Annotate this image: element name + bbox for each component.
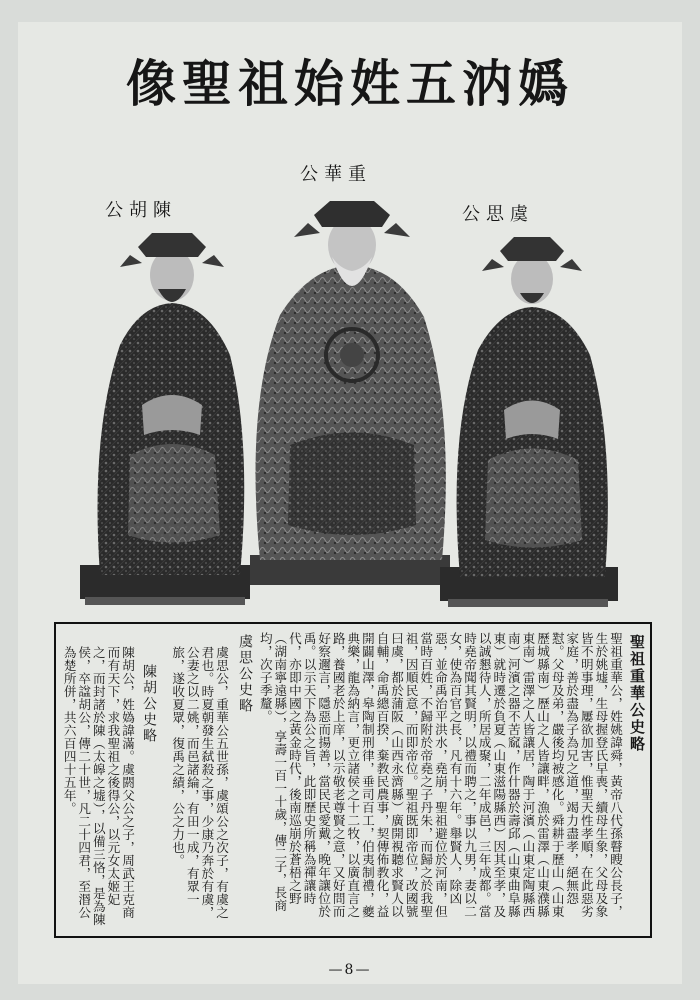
biography-text-box: [54, 622, 652, 938]
ancestor-statues-photo: [80, 205, 625, 615]
label-center-figure: 重華公: [300, 164, 372, 185]
body-chenhu-biography: 陳胡公，姓媯諱滿。虞閼父公之子，周武王克商而有天下，求我聖祖之後得公，以元女太姬妃之，而封諸於陳（太皞之墟），以備三恪，是為陳侯，卒諡胡公，傳二十世，凡二十四君，至湣公為楚所併，共六百四十五年。: [61, 646, 135, 926]
label-right-figure: 虞思公: [462, 204, 534, 225]
page-number: —8—: [328, 962, 372, 978]
statue-right-yu-si-gong: [457, 237, 608, 577]
body-zhonghua-biography: 聖祖重華公，姓姚諱舜，黃帝八代孫瞽瞍公長子，生於姚墟，生母握登氏早喪，續母生象，父母及象皆不明事理，屢欲加害，惟聖天性孝順，在此惡劣家庭，善於盡為子為兄之道，竭力盡孝，絕無怨懟。父母及弟，嚴後均被感化。舜耕于歷山（山東歷城縣南）歷山之人皆讓畔，漁於雷澤（山東濮縣東南）雷澤之人皆讓居，陶于河濱（山東定陶縣西南）河濱之器不苦窳，作什器於壽邱（山東曲阜縣東）就時遷於負夏（山東滋陽縣西）因其至孝，及以誠懇待人，所居成聚，二年成邑，三年成都。當時堯帝聞其賢明，以禮而聘之，事以九男，妻以二女，使為百官之長，凡有十六年。舉賢人，除凶惡，並命禹治平洪水，堯崩，聖祖避位於河南，但當時百姓，不歸附於帝堯之子丹朱，而歸之於我聖祖，因順民意，而即帝位。聖祖既即帝位，改國號曰虞，都於蒲阪（山西永濟縣）廣開視聽求賢人以自輔，命禹總百揆，棄教民農事，契傳佈教化，益開闢山澤，皋陶制刑律，垂司百工，伯夷制禮，夔典樂，龍為納言，更立諸侯之十二牧，以廣直言之路，養國老於上庠，以示敬老尊賢之意，又好問而好察邇言，隱惡而揚善，當民民愛戴，晚年讓位於禹。以示天下為公之旨，此即歷史所稱為禪讓時代，亦即中國之黃金時代，後南巡崩於蒼梧之野（湖南寧遠縣），享壽一百一十歲，傳二子，長商均，次子季釐。: [257, 632, 623, 918]
label-left-figure: 陳胡公: [105, 200, 177, 221]
body-yusi-biography: 虞思公，重華公五世孫，虞頌公之次子，有虞之君也。時夏朝發生弑殺之事，少康乃奔於有虞，公妻之以二姚，而邑諸綸，有田一成，有眾一旅，遂收夏眾，復禹之績，公之力也。: [170, 646, 229, 919]
statue-center-zhong-hua-gong: [256, 201, 446, 560]
heading-chenhu-biography: 陳胡公史略: [141, 664, 157, 744]
statue-left-chen-hu-gong: [98, 233, 245, 575]
heading-zhonghua-biography: 聖祖重華公史略: [628, 634, 646, 753]
page-title: 嬀汭五姓始祖聖像: [126, 54, 574, 113]
heading-yusi-biography: 虞思公史略: [237, 634, 253, 714]
